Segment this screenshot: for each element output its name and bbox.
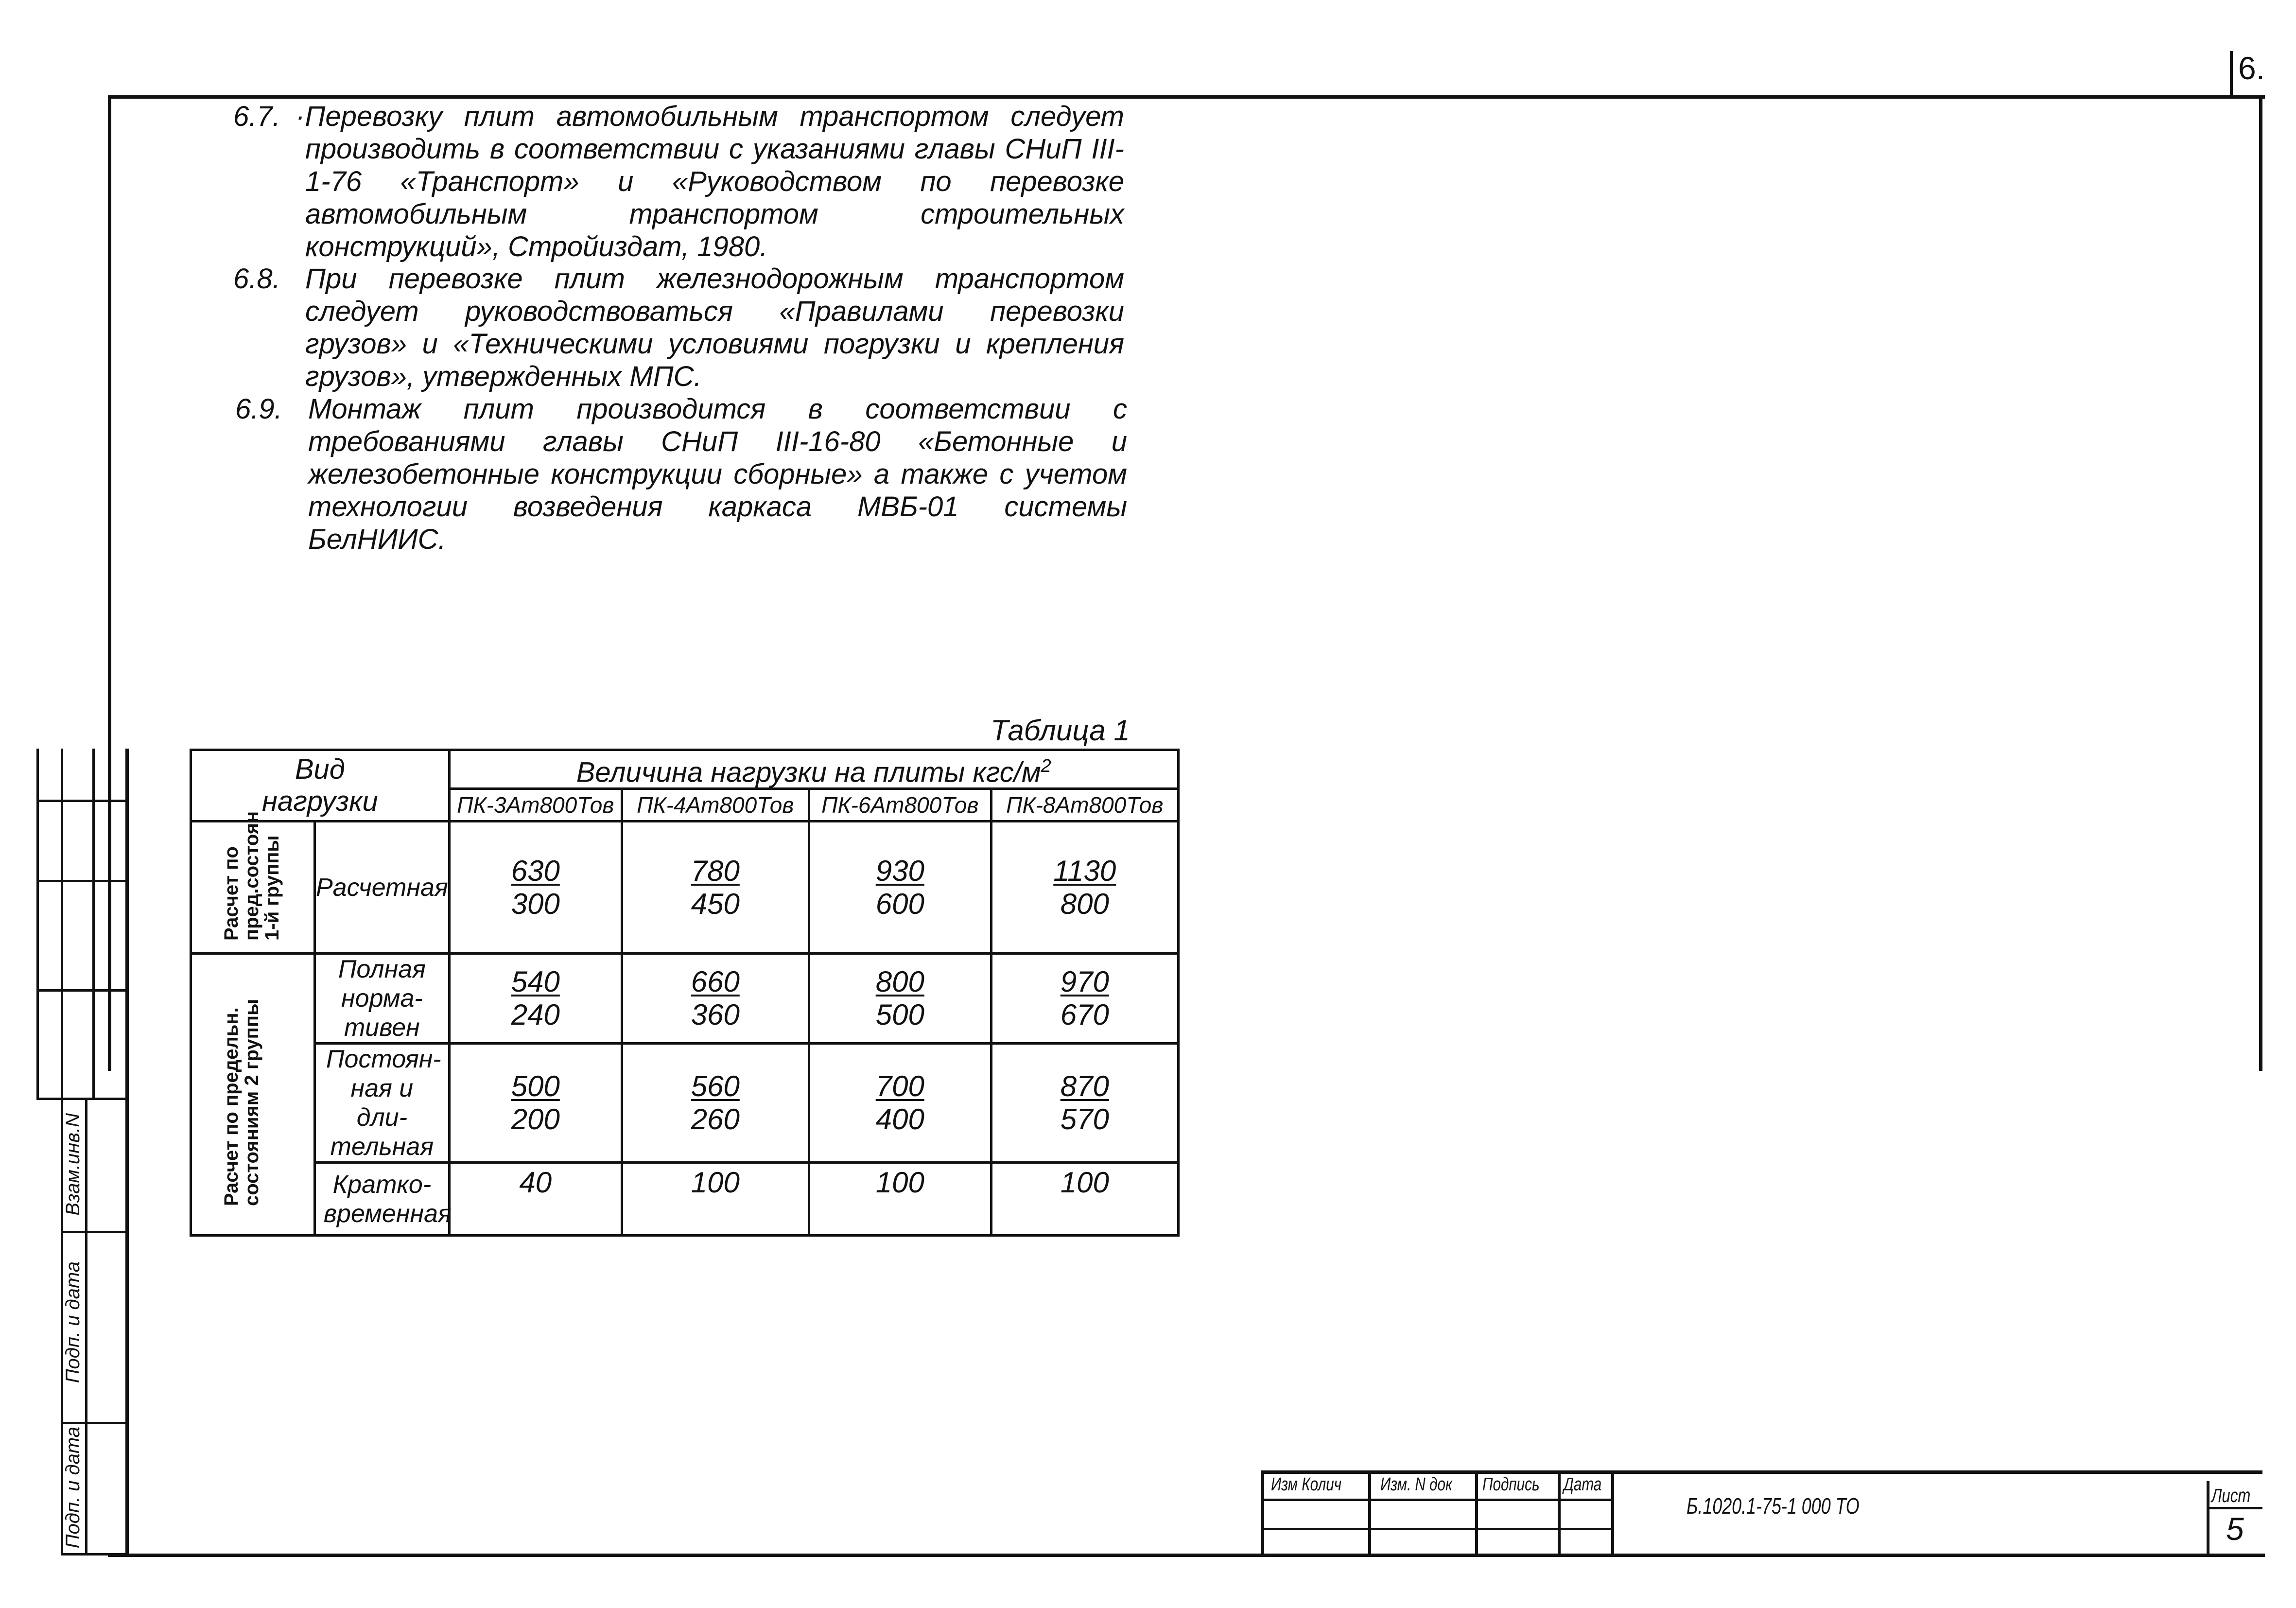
- paragraph-line: следует руководствоваться «Правилами перевозки: [305, 296, 1124, 327]
- value-cell: [449, 954, 622, 1044]
- row-kind: Расчетная: [315, 821, 450, 954]
- header-value-sup: 2: [1041, 756, 1051, 776]
- title-block-label: Изм. N док: [1380, 1474, 1452, 1495]
- row-kind-text: Кратко-временная: [323, 1170, 452, 1228]
- value-top: 560: [691, 1070, 740, 1103]
- corner-number: 6.: [2238, 50, 2265, 86]
- value-top: 660: [691, 965, 740, 998]
- paragraph-line: автомобильным транспортом строительных: [305, 198, 1124, 230]
- column-header: ПК-3Ат800Тов: [449, 789, 622, 821]
- value-bottom: 600: [875, 887, 924, 920]
- paragraph-line: Монтаж плит производится в соответствии с: [308, 393, 1127, 425]
- value-bottom: 670: [1060, 998, 1109, 1031]
- value-cell: [449, 1163, 622, 1236]
- paragraph-line: 1-76 «Транспорт» и «Руководством по перевозке: [305, 166, 1124, 197]
- value-top: 540: [511, 965, 560, 998]
- group1-label: Расчет по пред.состоян 1-й группы: [221, 811, 283, 941]
- group2-label-cell: [191, 954, 315, 1236]
- value-bottom: 200: [511, 1103, 560, 1136]
- column-header: ПК-8Ат800Тов: [991, 789, 1178, 821]
- value-bottom: 800: [1060, 887, 1109, 920]
- side-hline: [36, 1098, 128, 1100]
- header-kind-text: Вид нагрузки: [262, 753, 378, 818]
- value-single: 100: [1060, 1166, 1109, 1199]
- group2-label: Расчет по предельн. состояниям 2 группы: [221, 998, 262, 1206]
- value-bottom: 450: [691, 887, 740, 920]
- header-value-text: Величина нагрузки на плиты кгс/м: [576, 756, 1041, 788]
- row-kind-text: Постоян-ная и дли-тельная: [326, 1045, 441, 1161]
- value-cell: [991, 954, 1178, 1044]
- title-block-vline: [1611, 1470, 1614, 1556]
- side-hline: [61, 1422, 129, 1424]
- side-hline: [61, 1231, 129, 1233]
- value-bottom: 570: [1060, 1103, 1109, 1136]
- side-stamp-label: Взам.инв.N: [62, 1113, 84, 1216]
- title-block-left-line: [1261, 1470, 1264, 1556]
- value-bottom: 360: [691, 998, 740, 1031]
- paragraph-line: требованиями главы СНиП III-16-80 «Бетонные и: [308, 426, 1127, 457]
- side-vline: [126, 1099, 129, 1556]
- title-block-vline: [1368, 1470, 1371, 1556]
- paragraph-line: ·Перевозку плит автомобильным транспортом следует: [296, 101, 1124, 132]
- value-cell: [809, 1163, 991, 1236]
- paragraph-number: 6.7.: [233, 101, 280, 132]
- paragraph-line: БелНИИС.: [308, 524, 446, 555]
- title-block-top-line: [1261, 1470, 2262, 1474]
- title-block-label: Подпись: [1482, 1474, 1540, 1495]
- document-code: Б.1020.1-75-1 000 ТО: [1687, 1493, 1860, 1519]
- value-top: 700: [875, 1070, 924, 1103]
- row-kind-text: Полная норма-тивен: [338, 955, 426, 1042]
- sheet-number: 5: [2226, 1511, 2244, 1547]
- title-block-vline: [2207, 1481, 2209, 1556]
- load-table: [190, 749, 1180, 1237]
- paragraph-number: 6.9.: [235, 393, 282, 425]
- sheet-label: Лист: [2211, 1485, 2251, 1506]
- value-top: 1130: [1053, 854, 1116, 887]
- side-hline: [36, 989, 128, 992]
- paragraph-number: 6.8.: [233, 263, 280, 295]
- title-block-vline: [1475, 1470, 1478, 1556]
- value-bottom: 260: [691, 1103, 740, 1136]
- value-cell: [809, 954, 991, 1044]
- header-kind: [191, 750, 450, 821]
- group1-label-cell: [191, 811, 315, 954]
- title-block-label: Изм Колич: [1271, 1474, 1342, 1495]
- value-single: 100: [875, 1166, 924, 1199]
- value-bottom: 300: [511, 887, 560, 920]
- side-hline: [36, 800, 128, 802]
- value-single: 40: [519, 1166, 552, 1199]
- corner-box-line: [2230, 51, 2233, 97]
- value-top: 780: [691, 854, 740, 887]
- side-stamp-label: Подп. и дата: [62, 1261, 84, 1383]
- value-cell: [622, 1163, 809, 1236]
- side-vline: [85, 1099, 87, 1556]
- paragraph-line: При перевозке плит железнодорожным транспортом: [305, 263, 1124, 295]
- value-top: 930: [875, 854, 924, 887]
- column-header: ПК-6Ат800Тов: [809, 789, 991, 821]
- table-caption: Таблица 1: [991, 714, 1130, 747]
- value-bottom: 400: [875, 1103, 924, 1136]
- title-block-label: Дата: [1564, 1474, 1602, 1495]
- value-bottom: 240: [511, 998, 560, 1031]
- value-cell: [991, 821, 1178, 954]
- row-kind: [315, 1163, 450, 1236]
- value-cell: [991, 1163, 1178, 1236]
- title-block-hline: [1261, 1499, 1611, 1501]
- title-block: [1261, 1470, 2262, 1556]
- frame-top-line: [108, 95, 2265, 99]
- side-hline: [36, 880, 128, 882]
- column-header: ПК-4Ат800Тов: [622, 789, 809, 821]
- value-cell: [449, 821, 622, 954]
- paragraph-line: грузов» и «Техническими условиями погрузки и крепления: [305, 328, 1124, 360]
- value-cell: [622, 954, 809, 1044]
- paragraph-line: грузов», утвержденных МПС.: [305, 361, 702, 392]
- title-block-hline: [1261, 1528, 1611, 1530]
- side-hline: [61, 1553, 129, 1556]
- paragraph-line: технологии возведения каркаса МВБ-01 системы: [308, 491, 1127, 523]
- row-kind: [315, 1044, 450, 1163]
- value-cell: [622, 821, 809, 954]
- value-single: 100: [691, 1166, 740, 1199]
- value-top: 870: [1060, 1070, 1109, 1103]
- paragraph-line: железобетонные конструкции сборные» а также с учетом: [308, 458, 1127, 490]
- value-bottom: 500: [875, 998, 924, 1031]
- paragraph-line: конструкций», Стройиздат, 1980.: [305, 231, 768, 262]
- value-top: 970: [1060, 965, 1109, 998]
- value-top: 500: [511, 1070, 560, 1103]
- value-cell: [809, 1044, 991, 1163]
- value-cell: [449, 1044, 622, 1163]
- paragraph-line: производить в соответствии с указаниями главы СНиП III-: [305, 133, 1124, 165]
- title-block-vline: [1558, 1470, 1561, 1556]
- value-cell: [622, 1044, 809, 1163]
- row-kind: [315, 954, 450, 1044]
- value-cell: [991, 1044, 1178, 1163]
- side-stamp-label: Подп. и дата: [62, 1427, 84, 1549]
- value-top: 800: [875, 965, 924, 998]
- header-value: [449, 750, 1178, 789]
- value-top: 630: [511, 854, 560, 887]
- value-cell: [809, 821, 991, 954]
- frame-right-line: [2259, 95, 2262, 1071]
